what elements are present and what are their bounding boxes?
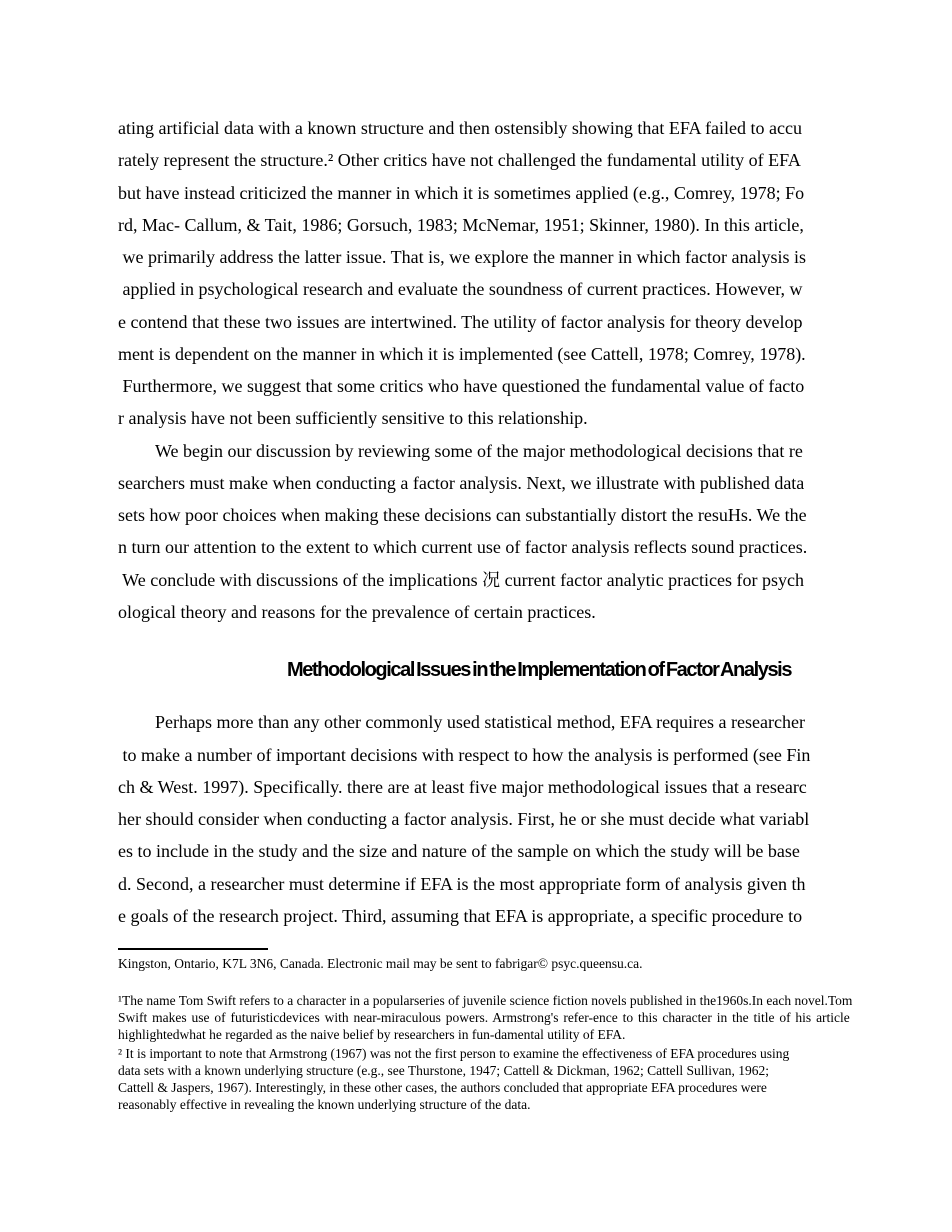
section-heading: Methodological Issues in the Implementation of Factor Analysis	[286, 659, 792, 681]
text-line: r analysis have not been sufficiently sensitive to this relationship.	[118, 408, 588, 429]
text-line: ment is dependent on the manner in which it is implemented (see Cattell, 1978; Comrey, 1978).	[118, 343, 806, 364]
text-line: d. Second, a researcher must determine if EFA is the most appropriate form of analysis given th	[118, 873, 806, 894]
text-line: e contend that these two issues are intertwined. The utility of factor analysis for theory develop	[118, 311, 803, 332]
text-line: we primarily address the latter issue. That is, we explore the manner in which factor analysis is	[118, 247, 806, 267]
paragraph-methodology	[118, 706, 852, 932]
text-line: ² It is important to note that Armstrong (1967) was not the first person to examine the effectiveness of EFA procedures using	[118, 1046, 790, 1061]
text-line: Kingston, Ontario, K7L 3N6, Canada. Electronic mail may be sent to fabrigar© psyc.queensu.ca.	[118, 956, 643, 971]
footnote-2	[118, 1045, 852, 1113]
text-line: data sets with a known underlying structure (e.g., see Thurstone, 1947; Cattell & Dickman, 1962; Cattell Sullivan, 1962;	[118, 1063, 770, 1078]
text-line: sets how poor choices when making these decisions can substantially distort the resuHs. We the	[118, 505, 807, 525]
text-line: Swift makes use of futuristicdevices with near-miraculous powers. Armstrong's refer-ence to this character in the title of his article	[118, 1010, 850, 1025]
text-line: applied in psychological research and evaluate the soundness of current practices. However, w	[118, 279, 803, 300]
text-line: We conclude with discussions of the implications 况 current factor analytic practices for psych	[118, 569, 805, 590]
text-line: ¹The name Tom Swift refers to a character in a popularseries of juvenile science fiction novels published in the1960s.In each novel.Tom	[118, 993, 853, 1008]
text-line: We begin our discussion by reviewing some of the major methodological decisions that re	[155, 440, 803, 461]
text-line: Perhaps more than any other commonly used statistical method, EFA requires a researcher	[155, 712, 805, 733]
footnote-separator-line	[118, 948, 268, 950]
footnote-1	[118, 992, 852, 1043]
text-line: es to include in the study and the size and nature of the sample on which the study will be base	[118, 841, 800, 862]
text-line: ating artificial data with a known structure and then ostensibly showing that EFA failed to accu	[118, 118, 802, 138]
text-line: searchers must make when conducting a factor analysis. Next, we illustrate with published data	[118, 472, 805, 493]
text-line: Cattell & Jaspers, 1967). Interestingly, in these other cases, the authors concluded that appropriate EFA procedures were	[118, 1080, 767, 1095]
text-line: to make a number of important decisions with respect to how the analysis is performed (see Fin	[118, 744, 811, 765]
paragraph-overview	[118, 435, 852, 629]
author-note	[118, 955, 852, 972]
text-line: ological theory and reasons for the prevalence of certain practices.	[118, 601, 596, 622]
text-line: her should consider when conducting a factor analysis. First, he or she must decide what variabl	[118, 809, 810, 829]
text-line: e goals of the research project. Third, assuming that EFA is appropriate, a specific procedure to	[118, 905, 803, 926]
text-line: rately represent the structure.² Other critics have not challenged the fundamental utility of EFA	[118, 150, 801, 171]
text-line: Furthermore, we suggest that some critics who have questioned the fundamental value of facto	[118, 376, 805, 396]
text-line: n turn our attention to the extent to which current use of factor analysis reflects sound practices.	[118, 537, 808, 558]
footnotes-area	[118, 948, 852, 1113]
text-line: but have instead criticized the manner in which it is sometimes applied (e.g., Comrey, 1978; Fo	[118, 182, 805, 203]
text-line: reasonably effective in revealing the known underlying structure of the data.	[118, 1097, 531, 1112]
text-line: rd, Mac- Callum, & Tait, 1986; Gorsuch, 1983; McNemar, 1951; Skinner, 1980). In this article,	[118, 214, 804, 235]
text-line: ch & West. 1997). Specifically. there are at least five major methodological issues that a researc	[118, 776, 807, 797]
text-line: highlightedwhat he regarded as the naive belief by researchers in fun-damental utility of EFA.	[118, 1027, 626, 1042]
paragraph-continuation	[118, 112, 852, 435]
